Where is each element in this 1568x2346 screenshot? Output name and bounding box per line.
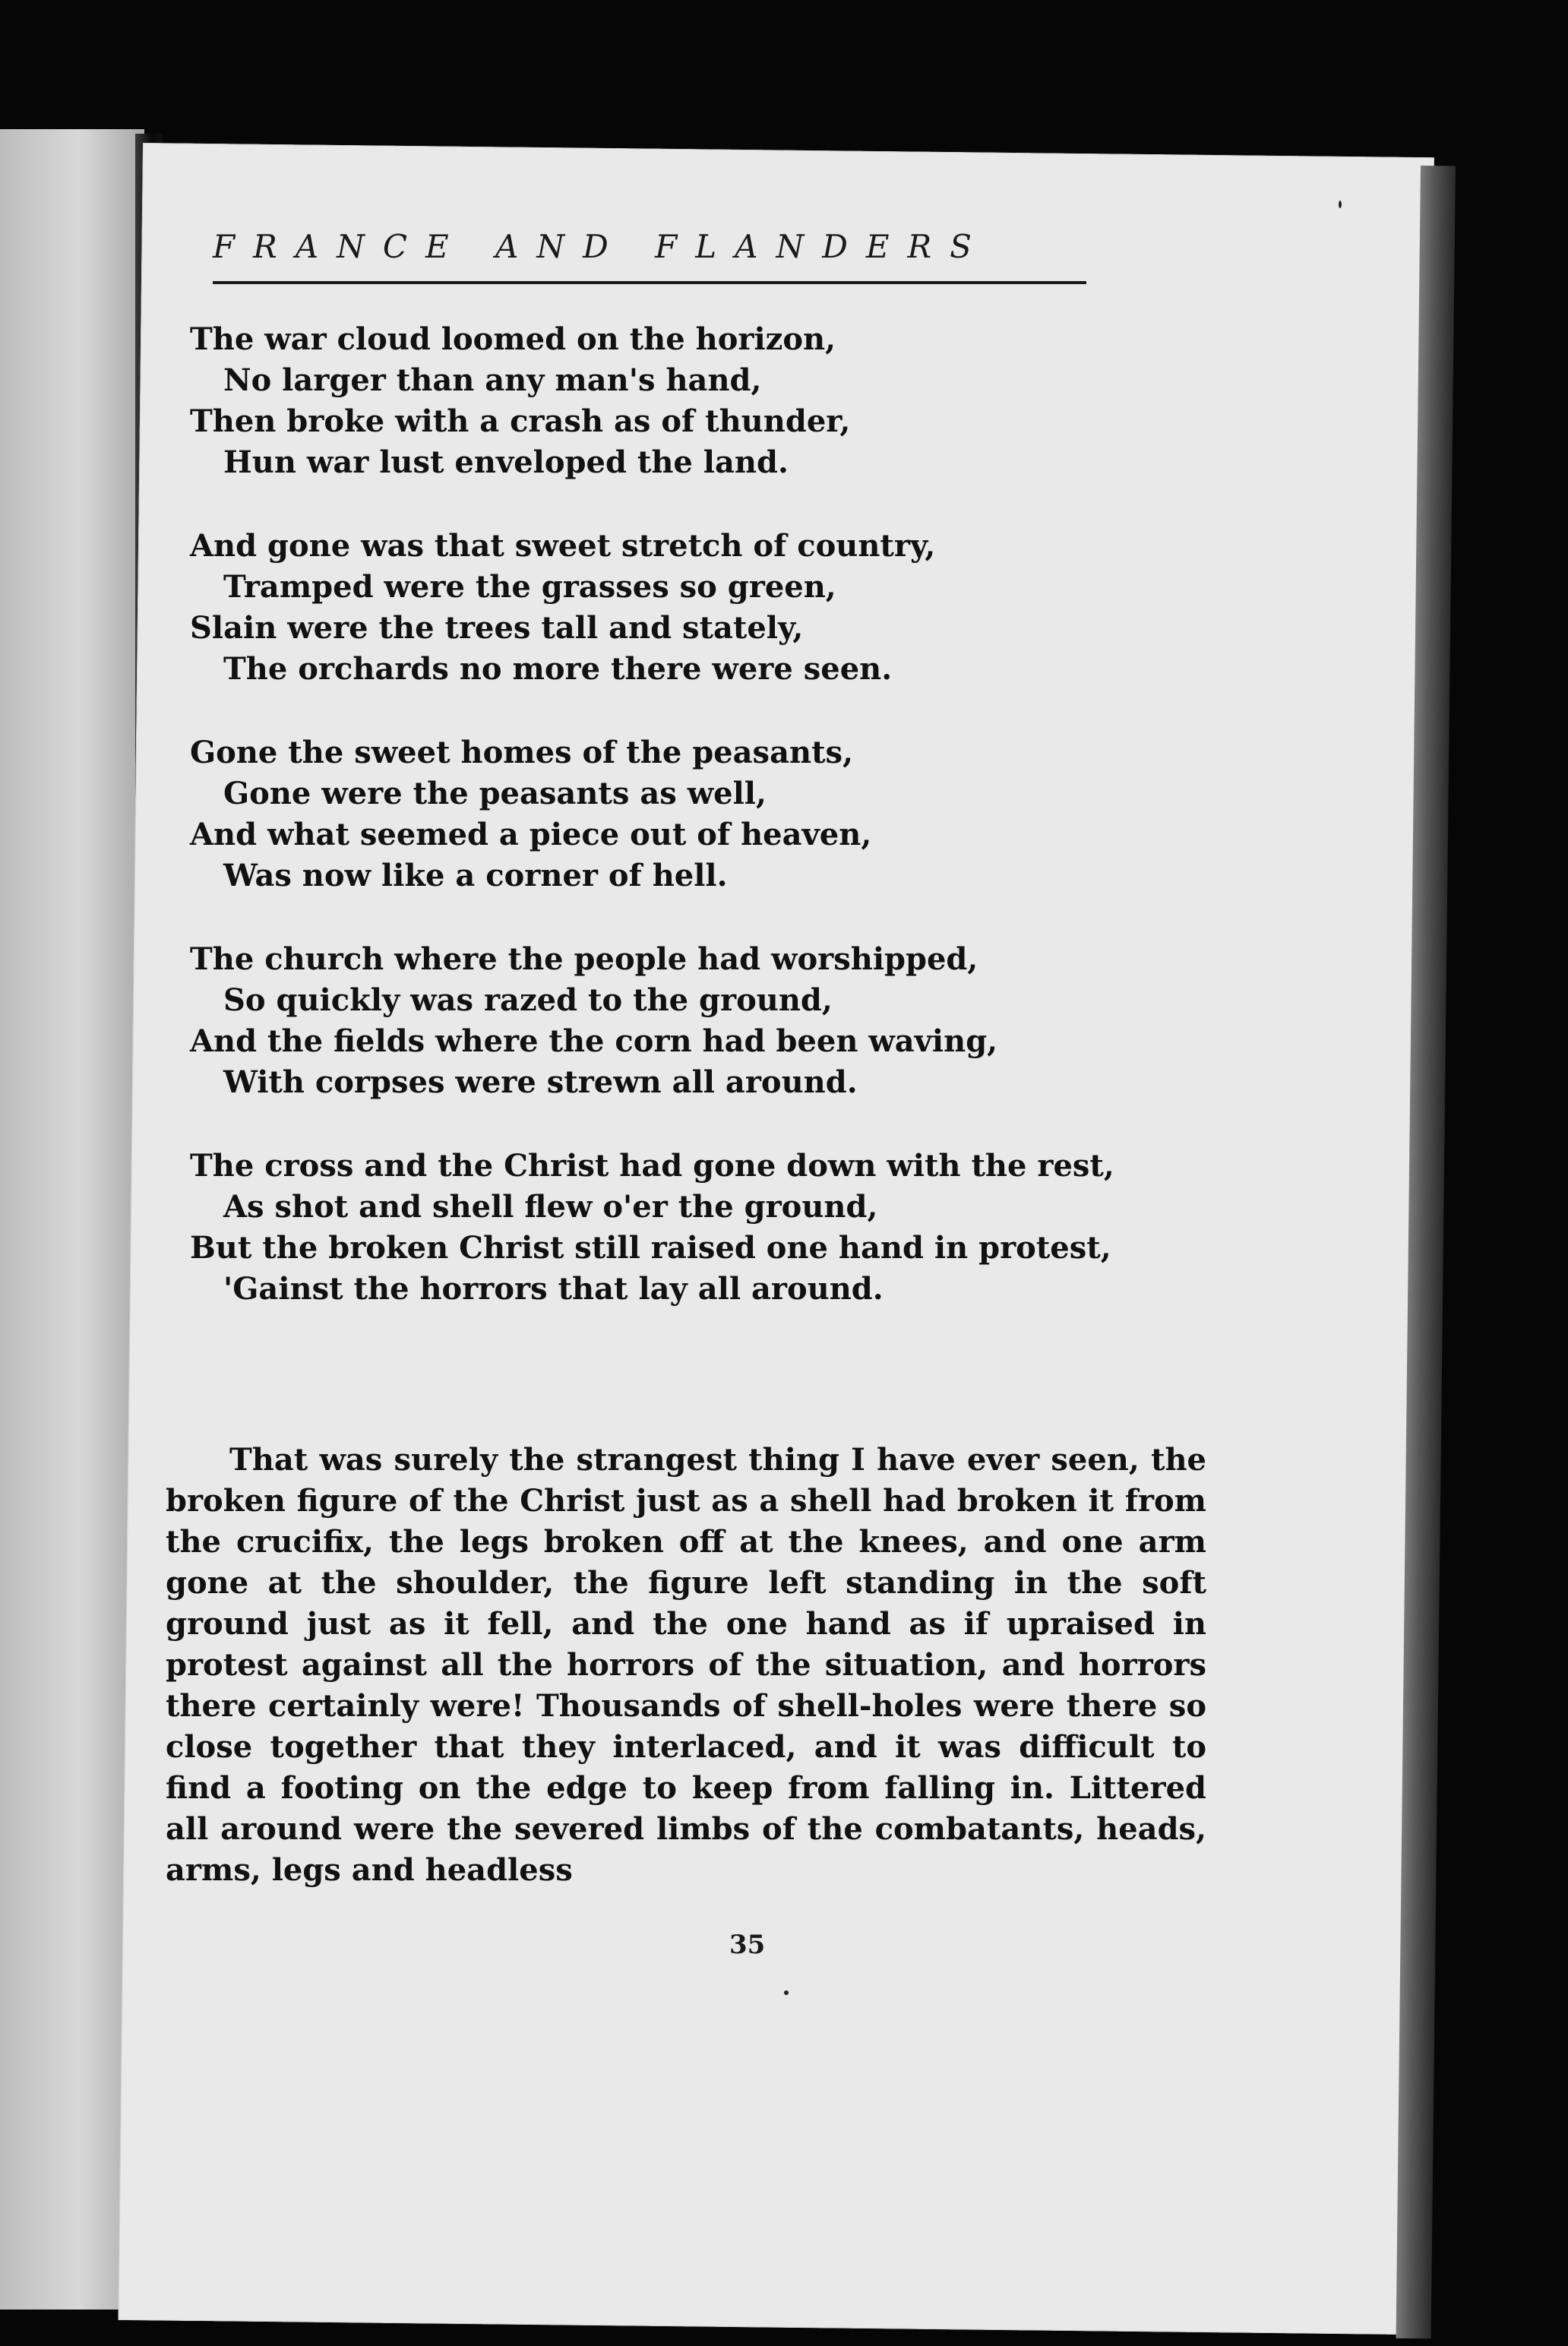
poem-line: Tramped were the grasses so green, [223,569,836,605]
stanza [190,939,1102,1103]
page-number: 35 [729,1930,766,1960]
poem-line: So quickly was razed to the ground, [223,982,833,1018]
poem-line: The orchards no more there were seen. [223,651,893,687]
poem-line: Gone were the peasants as well, [223,776,767,811]
poem-line: As shot and shell flew o'er the ground, [223,1189,878,1225]
poem-line: With corpses were strewn all around. [223,1064,858,1100]
poem-line: 'Gainst the horrors that lay all around. [223,1271,884,1307]
print-speck [1339,201,1342,208]
poem-line: The church where the people had worshipped, [190,941,978,977]
running-head: FRANCE AND FLANDERS [213,228,990,265]
poem-line: And the fields where the corn had been waving, [190,1023,998,1059]
poem-line: No larger than any man's hand, [223,362,762,398]
poem-line: The war cloud loomed on the horizon, [190,321,836,357]
poem-line: Then broke with a crash as of thunder, [190,403,851,439]
poem-line: Was now like a corner of hell. [223,858,728,893]
poem-line: And what seemed a piece out of heaven, [190,817,872,852]
print-speck [784,1990,789,1995]
poem-line: Gone the sweet homes of the peasants, [190,735,853,770]
stanza [190,1146,1114,1310]
header-rule [213,281,1086,284]
stanza [190,732,1102,896]
poem-line: And gone was that sweet stretch of country, [190,528,936,564]
stanza [190,319,1102,483]
prose-paragraph: That was surely the strangest thing I have ever seen, the broken figure of the Christ just as a shell had broken it from the crucifix, the legs broken off at the knees, and one arm gone at the shoulder, the figure left standing in the soft ground just as it fell, and the one hand as if upraised in protest against all the horrors of the situation, and horrors there certainly were! Thousands of shell-holes were there so close together that they interlaced, and it was difficult to find a footing on the edge to keep from falling in. Littered all around were the severed limbs of the combatants, heads, arms, legs and headless [166,1442,1206,1888]
poem-line: But the broken Christ still raised one hand in protest, [190,1230,1111,1266]
stanza [190,526,1102,690]
poem [190,319,1114,1352]
poem-line: Hun war lust enveloped the land. [223,444,789,480]
poem-line: Slain were the trees tall and stately, [190,610,804,646]
poem-line: The cross and the Christ had gone down with the rest, [190,1148,1114,1184]
